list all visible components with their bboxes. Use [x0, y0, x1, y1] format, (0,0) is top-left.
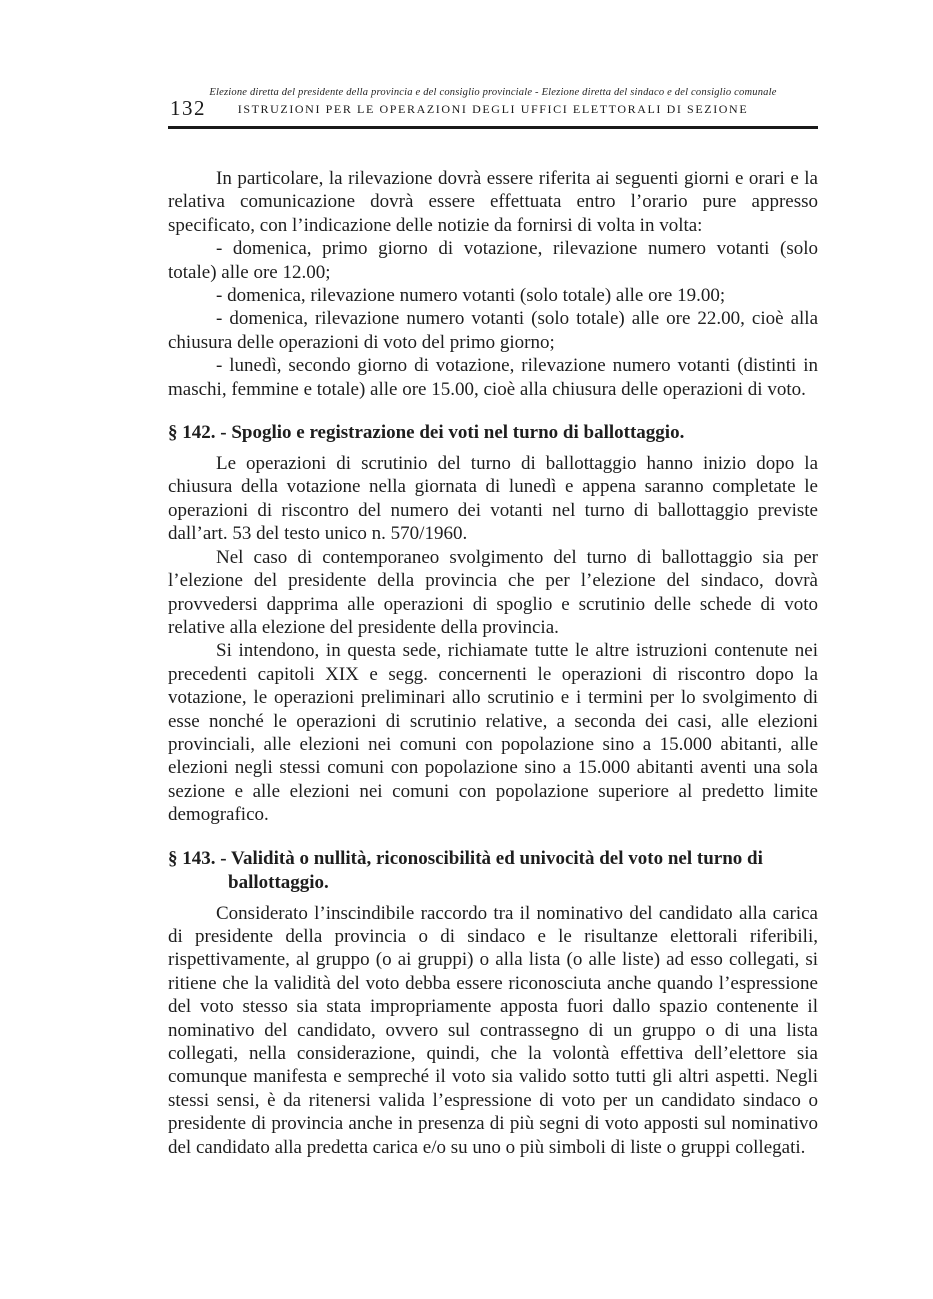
- body-paragraph: Si intendono, in questa sede, richiamate tutte le altre istruzioni contenute nei precedenti capitoli XIX e segg. concernenti le operazioni di riscontro dopo la votazione, le operazioni preliminari allo scrutinio e i termini per lo svolgimento di esse nonché le operazioni di scrutinio relative, a seconda dei casi, alle elezioni provinciali, alle elezioni nei comuni con popolazione sino a 15.000 abitanti, alle elezioni negli stessi comuni con popolazione sino a 15.000 abitanti aventi una sola sezione e alle elezioni nei comuni con popolazione superiore al predetto limite demografico.: [168, 640, 818, 826]
- body-paragraph: - lunedì, secondo giorno di votazione, rilevazione numero votanti (distinti in maschi, femmine e totale) alle ore 15.00, cioè alla chiusura delle operazioni di voto.: [168, 355, 818, 400]
- body-paragraph: - domenica, primo giorno di votazione, rilevazione numero votanti (solo totale) alle ore 12.00;: [168, 238, 818, 283]
- body-paragraph: Nel caso di contemporaneo svolgimento del turno di ballottaggio sia per l’elezione del presidente della provincia che per l’elezione del sindaco, dovrà provvedersi dapprima alle operazioni di spoglio e scrutinio delle schede di voto relative alla elezione del presidente della provincia.: [168, 546, 818, 638]
- running-section-title: ISTRUZIONI PER LE OPERAZIONI DEGLI UFFICI ELETTORALI DI SEZIONE: [237, 102, 749, 116]
- body-paragraph: - domenica, rilevazione numero votanti (solo totale) alle ore 19.00;: [216, 285, 726, 307]
- page-header: [168, 86, 818, 129]
- running-title: Elezione diretta del presidente della provincia e del consiglio provinciale - Elezione diretta del sindaco e del consiglio comunale: [209, 87, 777, 98]
- body-paragraph: - domenica, rilevazione numero votanti (solo totale) alle ore 22.00, cioè alla chiusura delle operazioni di voto del primo giorno;: [168, 308, 818, 353]
- section-heading: § 143. - Validità o nullità, riconoscibilità ed univocità del voto nel turno di ballottaggio.: [168, 847, 763, 893]
- page-content: [168, 167, 818, 1159]
- section-heading: § 142. - Spoglio e registrazione dei voti nel turno di ballottaggio.: [168, 422, 685, 444]
- page-number: 132: [170, 96, 206, 120]
- body-paragraph: In particolare, la rilevazione dovrà essere riferita ai seguenti giorni e orari e la relativa comunicazione dovrà essere effettuata entro l’orario pure appresso specificato, con l’indicazione delle notizie da fornirsi di volta in volta:: [168, 168, 818, 236]
- body-paragraph: Considerato l’inscindibile raccordo tra il nominativo del candidato alla carica di presidente della provincia o di sindaco e le risultanze elettorali riferibili, rispettivamente, al gruppo (o ai gruppi) o alla lista (o alle liste) ad esso collegati, si ritiene che la validità del voto debba essere riconosciuta anche quando l’espressione del voto stesso sia stata impropriamente apposta fuori dallo spazio contenente il nominativo del candidato, ovvero sul contrassegno di un gruppo o di una lista collegati, nella considerazione, quindi, che la volontà effettiva dell’elettore sia comunque manifesta e sempreché il voto sia valido sotto tutti gli altri aspetti. Negli stessi sensi, è da ritenersi valida l’espressione di voto per un candidato sindaco o presidente di provincia anche in presenza di più segni di voto apposti sul nominativo del candidato alla predetta carica e/o su uno o più simboli di liste o gruppi collegati.: [168, 902, 818, 1158]
- body-paragraph: Le operazioni di scrutinio del turno di ballottaggio hanno inizio dopo la chiusura della votazione nella giornata di lunedì e appena saranno completate le operazioni di riscontro del numero dei votanti nel turno di ballottaggio previste dall’art. 53 del testo unico n. 570/1960.: [168, 453, 818, 545]
